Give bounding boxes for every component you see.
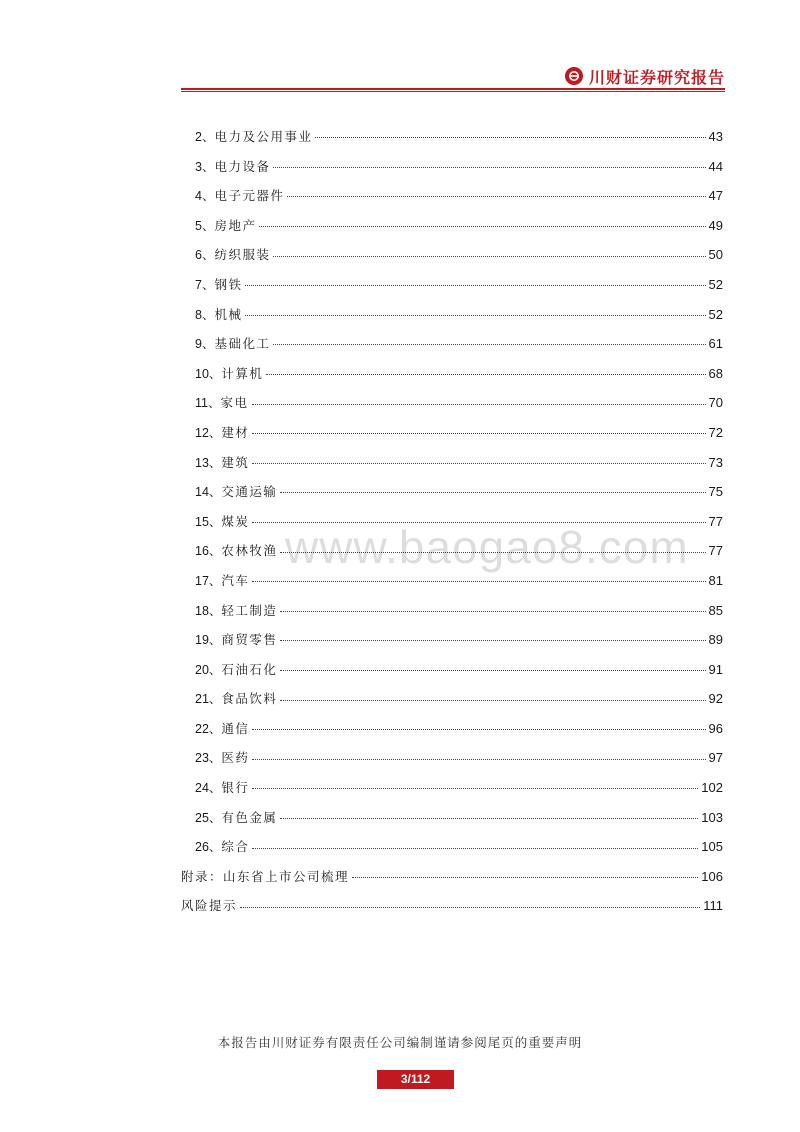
toc-entry-title: 农林牧渔 bbox=[221, 543, 278, 559]
toc-entry[interactable] bbox=[181, 418, 723, 448]
toc-entry-title: 医药 bbox=[221, 750, 250, 766]
toc-entry-page: 52 bbox=[708, 306, 723, 322]
toc-entry[interactable] bbox=[181, 329, 723, 359]
toc-entry-page: 81 bbox=[708, 572, 723, 588]
toc-entry-number: 3、 bbox=[195, 159, 215, 174]
toc-entry-title: 家电 bbox=[220, 395, 249, 411]
toc-entry-number: 10、 bbox=[195, 366, 222, 381]
toc-entry-title: 钢铁 bbox=[214, 276, 243, 292]
toc-leader-dots bbox=[266, 374, 705, 375]
toc-entry-page: 102 bbox=[701, 780, 723, 796]
toc-entry-page: 103 bbox=[701, 809, 723, 825]
toc-entry-number: 23、 bbox=[195, 751, 222, 766]
toc-entry[interactable] bbox=[181, 655, 723, 685]
toc-leader-dots bbox=[280, 552, 705, 553]
toc-entry-title: 建材 bbox=[221, 424, 250, 440]
toc-entry[interactable] bbox=[181, 507, 723, 537]
toc-leader-dots bbox=[273, 344, 705, 345]
toc-entry-number: 14、 bbox=[195, 485, 222, 500]
toc-entry[interactable] bbox=[181, 891, 723, 921]
toc-entry-number: 6、 bbox=[195, 248, 215, 263]
toc-entry-number: 26、 bbox=[195, 840, 222, 855]
toc-leader-dots bbox=[287, 196, 705, 197]
toc-entry[interactable] bbox=[181, 625, 723, 655]
toc-entry-title: 轻工制造 bbox=[221, 602, 278, 618]
toc-leader-dots bbox=[252, 729, 705, 730]
toc-leader-dots bbox=[252, 848, 698, 849]
toc-entry-page: 77 bbox=[708, 543, 723, 559]
toc-entry[interactable] bbox=[181, 832, 723, 862]
toc-entry-number: 18、 bbox=[195, 603, 222, 618]
toc-entry-page: 77 bbox=[708, 513, 723, 529]
toc-entry-page: 75 bbox=[708, 484, 723, 500]
toc-entry[interactable] bbox=[181, 240, 723, 270]
toc-entry-title: 有色金属 bbox=[221, 809, 278, 825]
toc-entry[interactable] bbox=[181, 359, 723, 389]
toc-entry[interactable] bbox=[181, 448, 723, 478]
toc-entry[interactable] bbox=[181, 181, 723, 211]
toc-entry[interactable] bbox=[181, 300, 723, 330]
toc-entry-title: 电力设备 bbox=[214, 158, 271, 174]
header-rule-thin bbox=[181, 91, 725, 92]
toc-leader-dots bbox=[259, 226, 705, 227]
brand-name: 川财证券研究报告 bbox=[588, 67, 725, 87]
toc-entry-page: 105 bbox=[701, 839, 723, 855]
toc-entry-page: 89 bbox=[708, 632, 723, 648]
toc-entry-title: 银行 bbox=[221, 780, 250, 796]
toc-leader-dots bbox=[252, 433, 705, 434]
toc-entry[interactable] bbox=[181, 596, 723, 626]
toc-entry[interactable] bbox=[181, 211, 723, 241]
toc-entry-number: 22、 bbox=[195, 721, 222, 736]
toc-entry-page: 49 bbox=[708, 217, 723, 233]
brand bbox=[565, 64, 725, 88]
toc-entry-number: 12、 bbox=[195, 425, 222, 440]
toc-entry-number: 5、 bbox=[195, 218, 215, 233]
toc-entry-title: 基础化工 bbox=[214, 336, 271, 352]
toc-leader-dots bbox=[252, 788, 698, 789]
toc-entry-number: 8、 bbox=[195, 307, 215, 322]
toc-entry-number: 13、 bbox=[195, 455, 222, 470]
toc-entry-number: 25、 bbox=[195, 810, 222, 825]
toc-entry-number: 19、 bbox=[195, 633, 222, 648]
toc-entry-page: 72 bbox=[708, 424, 723, 440]
toc-entry-number: 9、 bbox=[195, 337, 215, 352]
toc-entry-page: 111 bbox=[703, 898, 723, 914]
toc-entry[interactable] bbox=[181, 536, 723, 566]
page-indicator: 3/112 bbox=[377, 1070, 454, 1089]
brand-logo-icon bbox=[565, 67, 583, 85]
toc-entry-page: 97 bbox=[708, 750, 723, 766]
toc-entry-title: 计算机 bbox=[221, 365, 264, 381]
toc-entry[interactable] bbox=[181, 743, 723, 773]
toc-entry-title: 通信 bbox=[221, 720, 250, 736]
toc-entry-page: 106 bbox=[701, 868, 723, 884]
toc-entry-number: 21、 bbox=[195, 692, 222, 707]
toc-entry[interactable] bbox=[181, 477, 723, 507]
toc-entry-title: 电子元器件 bbox=[214, 188, 285, 204]
table-of-contents bbox=[181, 122, 723, 921]
toc-entry[interactable] bbox=[181, 773, 723, 803]
toc-leader-dots bbox=[252, 463, 705, 464]
toc-entry-page: 61 bbox=[708, 336, 723, 352]
toc-entry-title: 综合 bbox=[221, 839, 250, 855]
toc-entry-number: 16、 bbox=[195, 544, 222, 559]
toc-entry-page: 68 bbox=[708, 365, 723, 381]
toc-entry-page: 47 bbox=[708, 188, 723, 204]
toc-leader-dots bbox=[315, 137, 705, 138]
toc-entry-title: 风险提示 bbox=[181, 898, 238, 914]
toc-entry-number: 15、 bbox=[195, 514, 222, 529]
toc-entry-page: 96 bbox=[708, 720, 723, 736]
toc-leader-dots bbox=[280, 640, 705, 641]
toc-entry-number: 20、 bbox=[195, 662, 222, 677]
toc-entry-title: 石油石化 bbox=[221, 661, 278, 677]
toc-leader-dots bbox=[280, 611, 705, 612]
toc-entry-title: 汽车 bbox=[221, 572, 250, 588]
footer-disclaimer: 本报告由川财证券有限责任公司编制谨请参阅尾页的重要声明 bbox=[217, 1035, 583, 1050]
toc-entry[interactable] bbox=[181, 270, 723, 300]
toc-leader-dots bbox=[252, 522, 705, 523]
toc-entry-title: 电力及公用事业 bbox=[214, 129, 313, 144]
toc-entry-title: 食品饮料 bbox=[221, 691, 278, 707]
toc-entry-title: 煤炭 bbox=[221, 513, 250, 529]
toc-entry-page: 70 bbox=[708, 395, 723, 411]
toc-leader-dots bbox=[252, 581, 705, 582]
toc-entry-title: 建筑 bbox=[221, 454, 250, 470]
toc-entry-page: 85 bbox=[708, 602, 723, 618]
toc-entry-page: 91 bbox=[708, 661, 723, 677]
toc-leader-dots bbox=[245, 285, 705, 286]
toc-leader-dots bbox=[280, 818, 698, 819]
toc-entry-page: 73 bbox=[708, 454, 723, 470]
toc-entry-page: 43 bbox=[708, 129, 723, 144]
toc-entry-page: 52 bbox=[708, 276, 723, 292]
toc-entry-title: 附录：山东省上市公司梳理 bbox=[181, 868, 350, 884]
toc-entry[interactable] bbox=[181, 122, 723, 152]
toc-entry[interactable] bbox=[181, 388, 723, 418]
toc-leader-dots bbox=[280, 492, 705, 493]
toc-entry[interactable] bbox=[181, 566, 723, 596]
toc-entry-number: 4、 bbox=[195, 189, 215, 204]
toc-entry-title: 纺织服装 bbox=[214, 247, 271, 263]
toc-leader-dots bbox=[240, 907, 700, 908]
toc-leader-dots bbox=[280, 700, 705, 701]
watermark: www.baogao8.com bbox=[285, 521, 689, 573]
toc-leader-dots bbox=[252, 759, 705, 760]
toc-leader-dots bbox=[280, 670, 705, 671]
toc-entry-title: 机械 bbox=[214, 306, 243, 322]
toc-leader-dots bbox=[273, 256, 705, 257]
toc-leader-dots bbox=[245, 315, 705, 316]
toc-entry[interactable] bbox=[181, 152, 723, 182]
page-header bbox=[181, 64, 725, 90]
toc-entry[interactable] bbox=[181, 714, 723, 744]
toc-entry-title: 商贸零售 bbox=[221, 632, 278, 648]
toc-entry[interactable] bbox=[181, 862, 723, 892]
toc-leader-dots bbox=[252, 404, 706, 405]
toc-entry-page: 92 bbox=[708, 691, 723, 707]
toc-entry-number: 17、 bbox=[195, 573, 222, 588]
toc-entry-number: 24、 bbox=[195, 781, 222, 796]
toc-leader-dots bbox=[352, 877, 698, 878]
toc-entry[interactable] bbox=[181, 803, 723, 833]
toc-entry-title: 交通运输 bbox=[221, 484, 278, 500]
toc-entry-title: 房地产 bbox=[214, 217, 257, 233]
toc-entry-number: 7、 bbox=[195, 277, 215, 292]
toc-entry-number: 11、 bbox=[195, 396, 221, 411]
header-rule bbox=[181, 88, 725, 90]
toc-entry[interactable] bbox=[181, 684, 723, 714]
toc-entry-number: 2、 bbox=[195, 130, 215, 144]
toc-leader-dots bbox=[273, 167, 705, 168]
toc-entry-page: 50 bbox=[708, 247, 723, 263]
toc-entry-page: 44 bbox=[708, 158, 723, 174]
